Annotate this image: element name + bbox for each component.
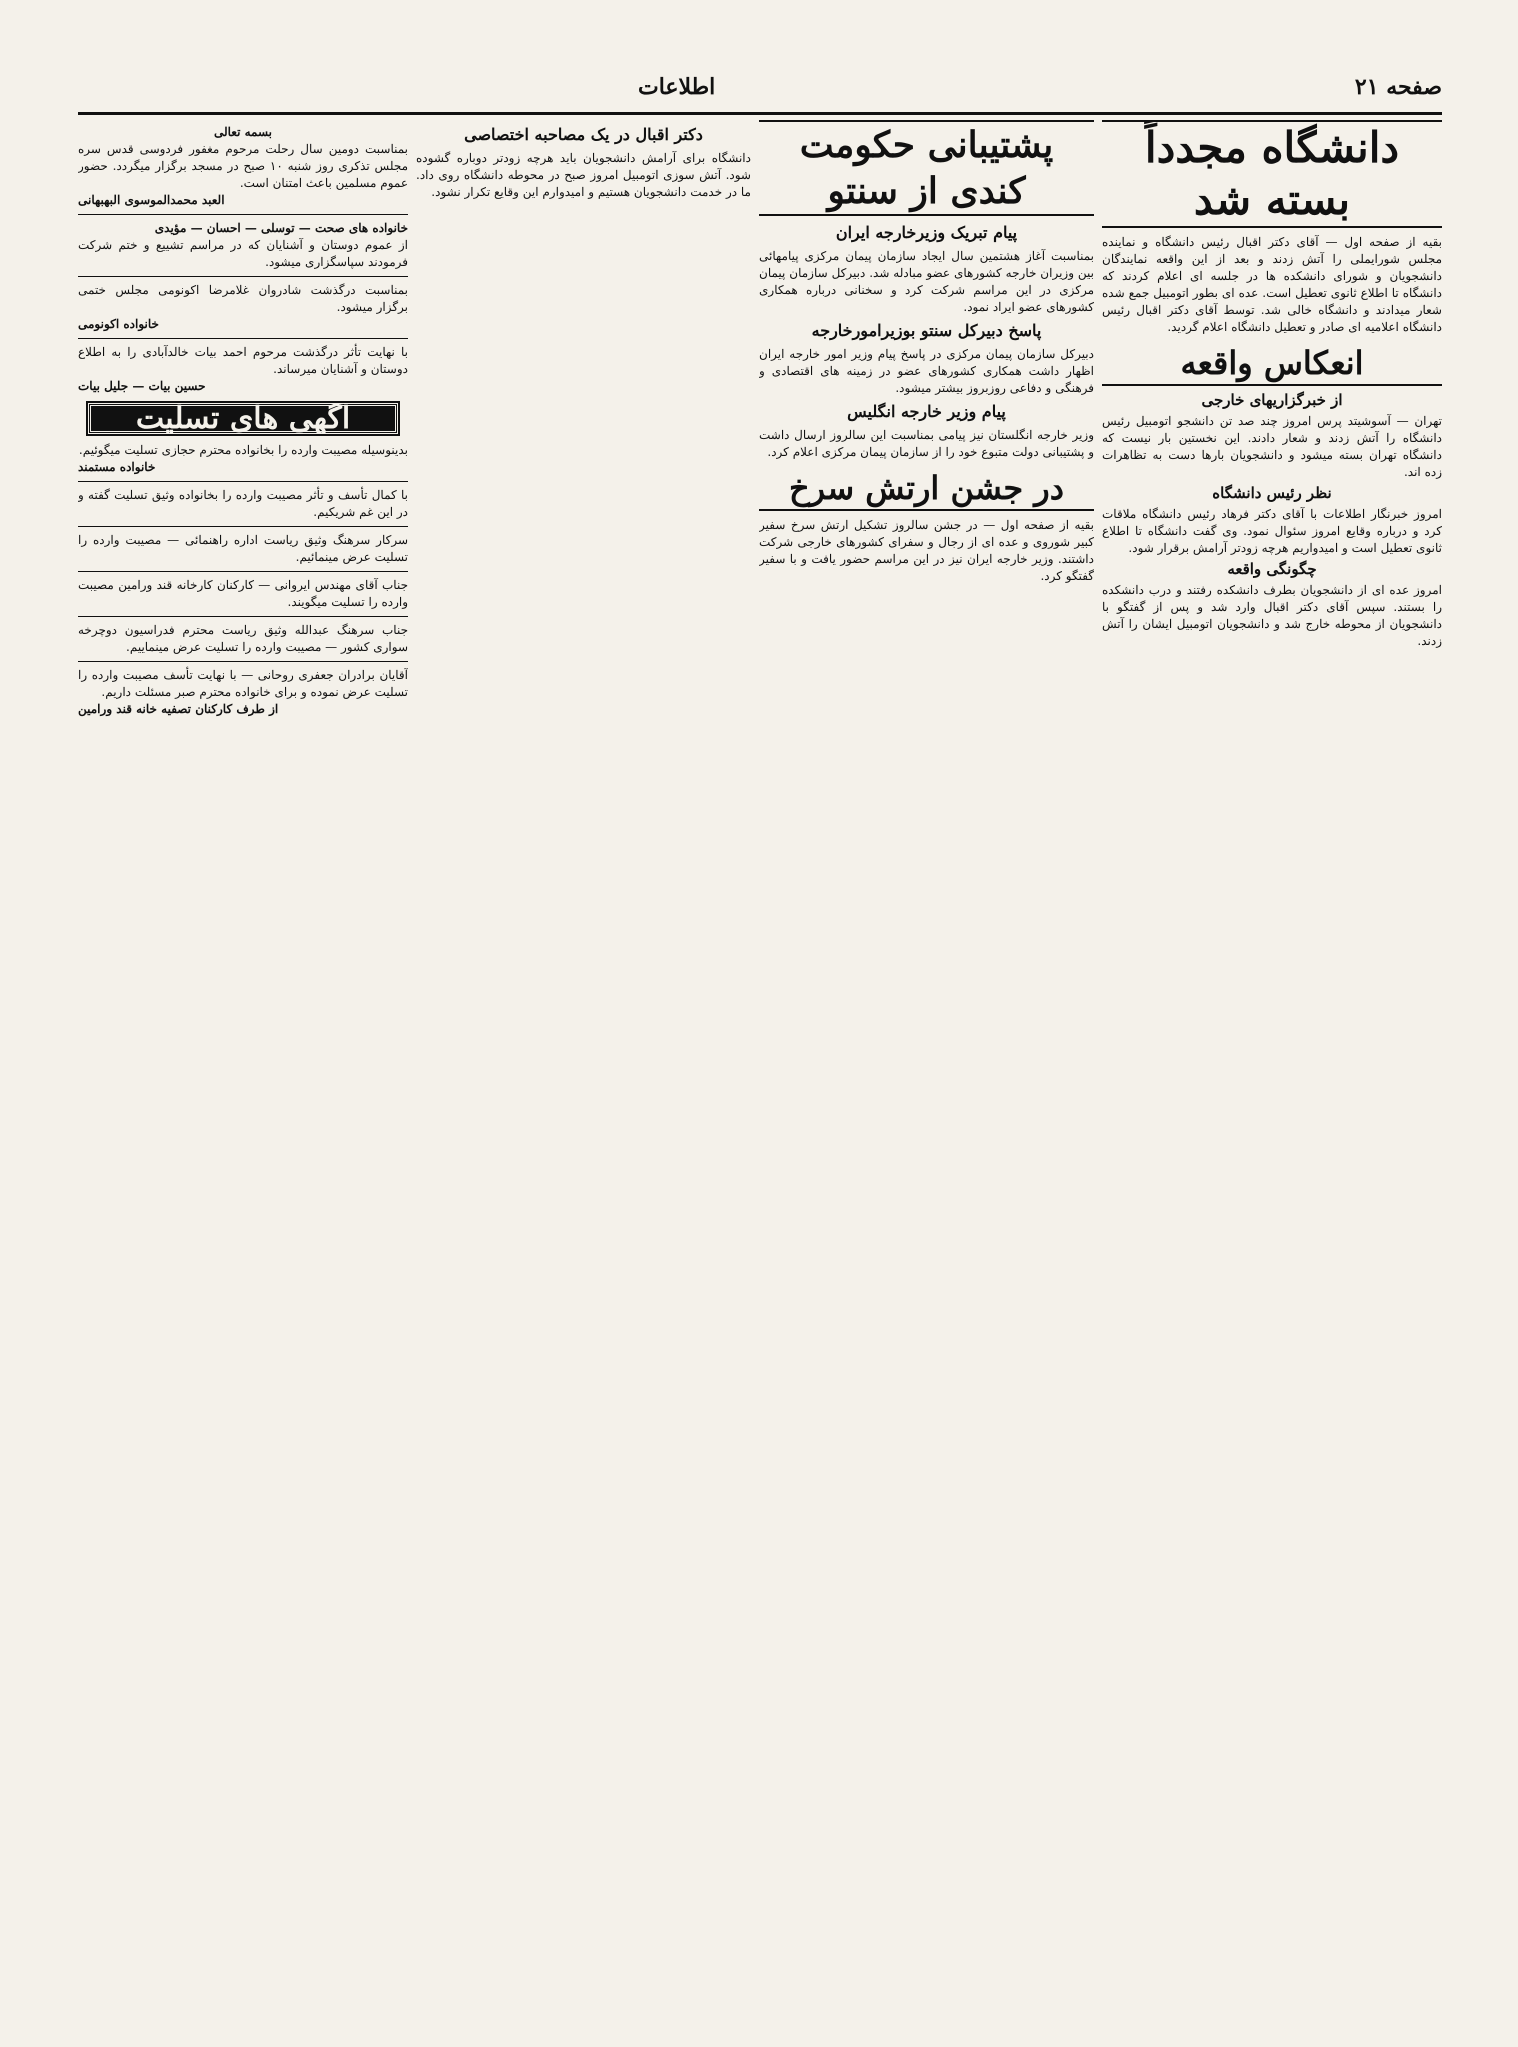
notice-signature: خانواده اکونومی	[78, 317, 159, 331]
notice	[78, 220, 408, 271]
divider	[78, 571, 408, 572]
notice-title: خانواده های صحت — توسلی — احسان — مؤیدی	[154, 221, 408, 235]
notice-body: سرکار سرهنگ وثیق ریاست اداره راهنمائی — مصیبت وارده را تسلیت عرض مینمائیم.	[78, 533, 408, 564]
column-cento	[759, 120, 1094, 2020]
divider	[78, 616, 408, 617]
page-number: صفحه ۲۱	[1354, 74, 1442, 100]
condolence-ads-banner: آگهی های تسلیت	[88, 403, 398, 434]
article-body: تهران — آسوشیتد پرس امروز چند صد تن دانشجو اتومبیل رئیس دانشگاه را آتش زدند و شعار دادند. این نخستین بار نیست که دانشگاه تهران بسته میشود و دانشجویان بارها دست به تظاهرات زده اند.	[1102, 414, 1442, 479]
subhead-iran-message: پیام تبریک وزیرخارجه ایران	[835, 223, 1018, 242]
divider	[78, 338, 408, 339]
notice	[78, 442, 408, 476]
column-university	[1102, 120, 1442, 2020]
notice-signature: خانواده مستمند	[78, 460, 156, 474]
notice	[78, 667, 408, 718]
headline-iqbal-interview: دکتر اقبال در یک مصاحبه اختصاصی	[464, 125, 703, 144]
subhead-foreign-agencies: از خبرگزاریهای خارجی	[1201, 391, 1343, 409]
notice	[78, 344, 408, 395]
subhead-uk-message: پیام وزیر خارجه انگلیس	[847, 402, 1006, 421]
column-interview	[416, 120, 751, 2020]
divider	[78, 214, 408, 215]
subhead-how-it-happened: چگونگی واقعه	[1227, 560, 1317, 578]
notice-body: از عموم دوستان و آشنایان که در مراسم تشییع و ختم شرکت فرمودند سپاسگزاری میشود.	[78, 238, 408, 269]
masthead	[78, 62, 1442, 115]
headline-university-closed: دانشگاه مجدداً بسته شد	[1102, 120, 1442, 228]
notice	[78, 487, 408, 521]
notice-signature: از طرف کارکنان تصفیه خانه قند ورامین	[78, 702, 279, 716]
paper-name: اطلاعات	[638, 74, 716, 100]
article-body: بقیه از صفحه اول — آقای دکتر اقبال رئیس دانشگاه و نماینده مجلس شورایملی را آتش زدند و بعد از این واقعه نمایندگان دانشجویان و شورای دانشکده ها در جلسه ای اعلام کردند که دانشگاه تا اطلاع ثانوی تعطیل است. عده ای بطور اتومبیل جمع شده شعار میدادند و دانشگاه خالی شد. توسط آقای دکتر اقبال رئیس دانشگاه اعلامیه ای صادر و تعطیل دانشگاه اعلام گردید.	[1102, 235, 1442, 334]
article-body: بقیه از صفحه اول — در جشن سالروز تشکیل ارتش سرخ سفیر کبیر شوروی و عده ای از رجال و سفرای کشورهای خارجی شرکت داشتند. وزیر خارجه ایران نیز در این مراسم حضور یافت و با سفیر گفتگو کرد.	[759, 518, 1094, 583]
divider	[78, 526, 408, 527]
headline-cento-support: پشتیبانی حکومت کندی از سنتو	[759, 120, 1094, 216]
notice	[78, 532, 408, 566]
subhead-reflection: انعکاس واقعه	[1102, 342, 1442, 386]
notice-body: آقایان برادران جعفری روحانی — با نهایت تأسف مصیبت وارده را تسلیت عرض نموده و برای خانواده محترم صبر مسئلت داریم.	[78, 668, 408, 699]
divider	[78, 481, 408, 482]
notice-body: جناب سرهنگ عبدالله وثیق ریاست محترم فدراسیون دوچرخه سواری کشور — مصیبت وارده را تسلیت عرض مینماییم.	[78, 623, 408, 654]
notice-body: بمناسبت دومین سال رحلت مرحوم مغفور فردوسی قدس سره مجلس تذکری روز شنبه ۱۰ صبح در مسجد برگزار میگردد. حضور عموم مسلمین باعث امتنان است.	[78, 142, 408, 190]
notice-signature: حسین بیات — جلیل بیات	[78, 379, 206, 393]
article-body: دبیرکل سازمان پیمان مرکزی در پاسخ پیام وزیر امور خارجه ایران اظهار داشت همکاری کشورهای عضو در زمینه های اقتصادی و فرهنگی و دفاعی روزبروز بیشتر میشود.	[759, 347, 1094, 395]
article-body: امروز عده ای از دانشجویان بطرف دانشکده رفتند و درب دانشکده را بستند. سپس آقای دکتر اقبال وارد شد و پس از گفتگو با دانشجویان از محوطه خارج شد و دانشجویان اتومبیل ایشان را آتش زدند.	[1102, 583, 1442, 648]
notice-signature: العبد محمدالموسوی البهبهانی	[78, 193, 225, 207]
notice	[78, 124, 408, 209]
columns	[78, 120, 1442, 2020]
column-notices	[78, 120, 408, 2020]
article-body: امروز خبرنگار اطلاعات با آقای دکتر فرهاد رئیس دانشگاه ملاقات کرد و درباره وقایع امروز سئوال نمود. وی گفت دانشگاه تا اطلاع ثانوی تعطیل است و امیدواریم هرچه زودتر آرامش برقرار شود.	[1102, 507, 1442, 555]
article-body: بمناسبت آغاز هشتمین سال ایجاد سازمان پیمان مرکزی پیامهائی بین وزیران خارجه کشورهای عضو مبادله شد. دبیرکل سازمان پیمان مرکزی در این مراسم شرکت کرد و سخنانی درباره همکاری کشورهای عضو ایراد نمود.	[759, 249, 1094, 314]
notice-body: جناب آقای مهندس ایروانی — کارکنان کارخانه قند ورامین مصیبت وارده را تسلیت میگویند.	[78, 578, 408, 609]
notice	[78, 622, 408, 656]
notice-body: با نهایت تأثر درگذشت مرحوم احمد بیات خالدآبادی را به اطلاع دوستان و آشنایان میرساند.	[78, 345, 408, 376]
divider	[78, 661, 408, 662]
divider	[78, 276, 408, 277]
article-body: دانشگاه برای آرامش دانشجویان باید هرچه زودتر دوباره گشوده شود. آتش سوزی اتومبیل امروز صبح در محوطه دانشگاه روی داد. ما در خدمت دانشجویان هستیم و امیدوارم این وقایع تکرار نشود.	[416, 151, 751, 199]
subhead-cento-reply: پاسخ دبیرکل سنتو بوزیرامورخارجه	[811, 321, 1042, 340]
subhead-chancellor-view: نظر رئیس دانشگاه	[1212, 484, 1332, 502]
notice-body: با کمال تأسف و تأثر مصیبت وارده را بخانواده وثیق تسلیت گفته و در این غم شریکیم.	[78, 488, 408, 519]
article-body: وزیر خارجه انگلستان نیز پیامی بمناسبت این سالروز ارسال داشت و پشتیبانی دولت متبوع خود را از سازمان پیمان مرکزی اعلام کرد.	[759, 428, 1094, 459]
headline-red-army: در جشن ارتش سرخ	[759, 467, 1094, 511]
notice-body: بدینوسیله مصیبت وارده را بخانواده محترم حجازی تسلیت میگوئیم.	[78, 443, 408, 457]
notice-title: بسمه تعالی	[213, 125, 273, 139]
notice	[78, 577, 408, 611]
notice-body: بمناسبت درگذشت شادروان غلامرضا اکونومی مجلس ختمی برگزار میشود.	[78, 283, 408, 314]
notice	[78, 282, 408, 333]
